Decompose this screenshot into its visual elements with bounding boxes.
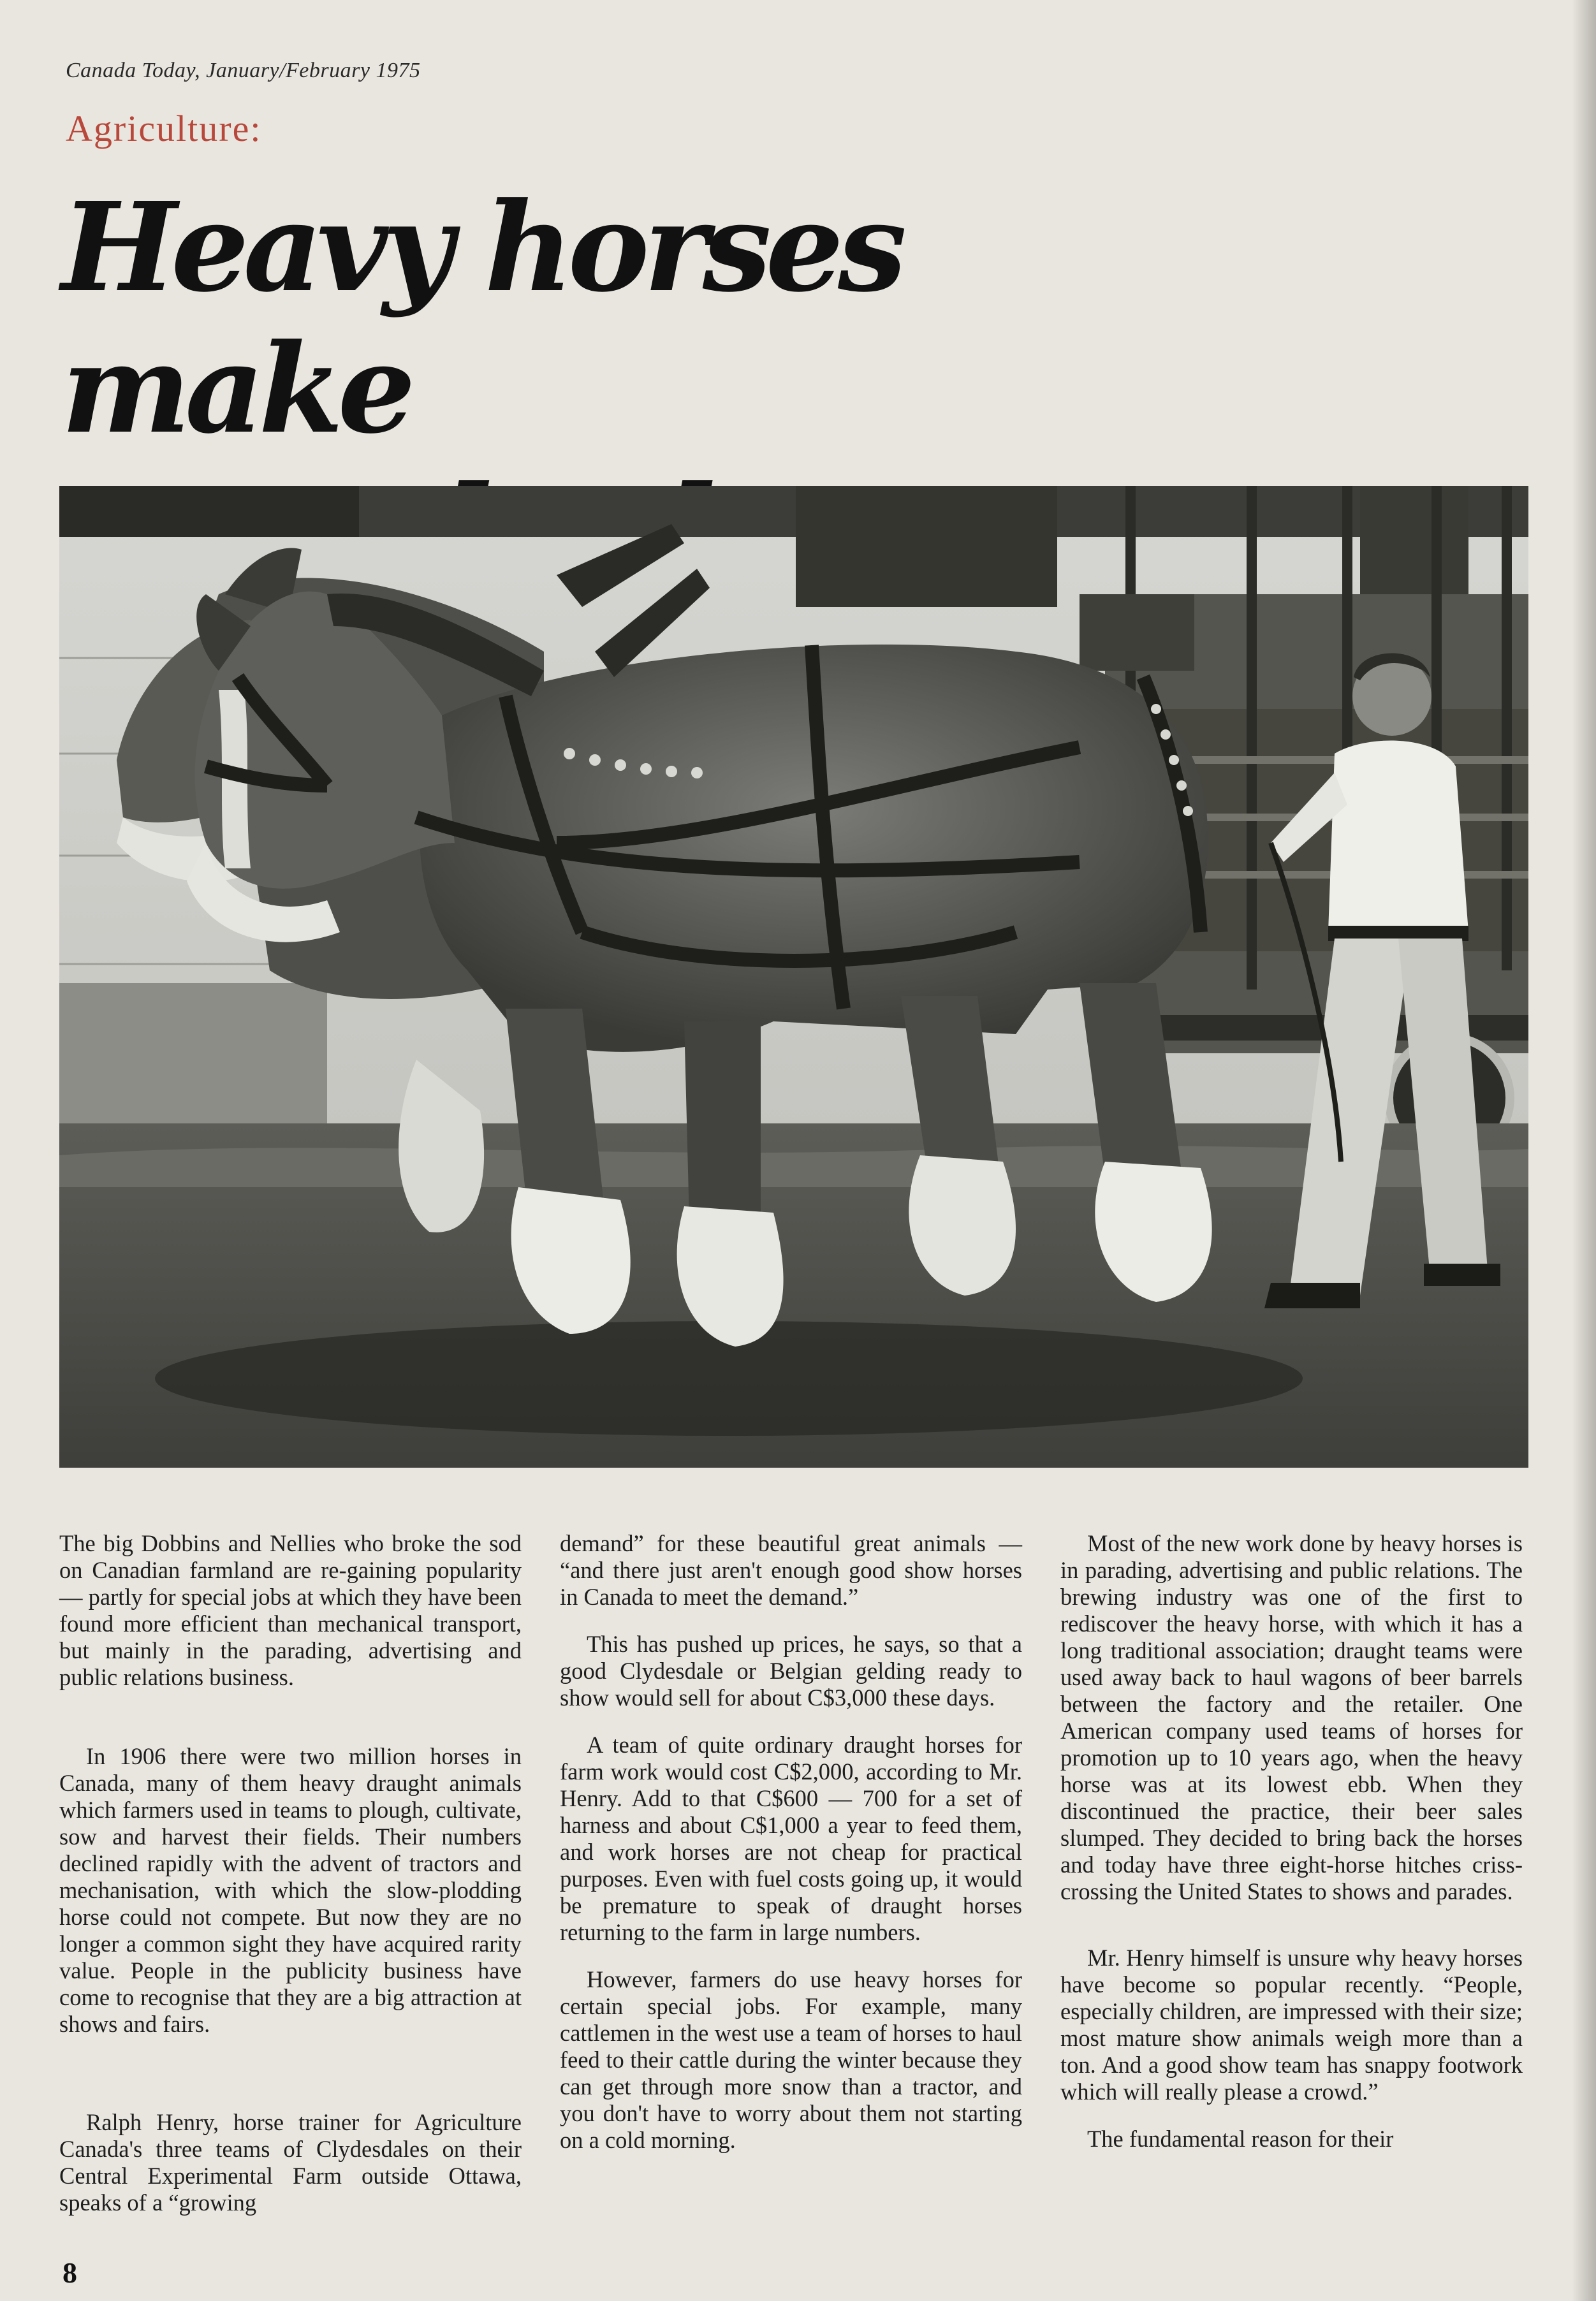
paragraph: The big Dobbins and Nellies who broke the sod on Canadian farmland are re-gaining popularity — partly for special jobs at which they have been found more efficient than mechanical transport, but mainly in the parading, advertising and public relations business. [59,1530,522,1690]
article-column-3 [1060,1530,1523,2152]
paragraph: The fundamental reason for their [1087,2126,1394,2152]
page-number: 8 [62,2256,77,2289]
paragraph: Ralph Henry, horse trainer for Agriculture Canada's three teams of Clydesdales on their Central Experimental Farm outside Ottawa, speaks of a “growing [59,2109,522,2216]
headline-line-1: Heavy horses make [61,176,902,461]
article-column-1 [59,1530,522,2216]
paragraph: However, farmers do use heavy horses for certain special jobs. For example, many cattlemen in the west use a team of horses to haul feed to their cattle during the winter because they can get through more snow than a tractor, and you don't have to worry about them not starting on a cold morning. [560,1966,1022,2153]
paragraph: Most of the new work done by heavy horses is in parading, advertising and public relations. The brewing industry was one of the first to rediscover the heavy horse, with which it has a long traditional association; draught teams were used away back to haul wagons of beer barrels between the factory and the retailer. One American company used teams of horses for promotion up to 10 years ago, when the heavy horse was at its lowest ebb. When they discontinued the practice, their beer sales slumped. They decided to bring back the horses and today have three eight-horse hitches criss-crossing the United States to shows and parades. [1060,1530,1523,1904]
photo-illustration [59,486,1528,1468]
paragraph: A team of quite ordinary draught horses for farm work would cost C$2,000, according to Mr. Henry. Add to that C$600 — 700 for a set of harness and about C$1,000 a year to feed them, and work horses are not cheap for practical purposes. Even with fuel costs going up, it would be premature to speak of draught horses returning to the farm in large numbers. [560,1732,1022,1945]
paragraph: This has pushed up prices, he says, so that a good Clydesdale or Belgian gelding ready to show would sell for about C$3,000 these days. [560,1631,1022,1711]
paragraph: demand” for these beautiful great animals — “and there just aren't enough good show horses in Canada to meet the demand.” [560,1530,1022,1610]
clydesdale-team-photo [59,486,1528,1468]
article-column-2 [560,1530,1022,2154]
page-gutter-shadow [1572,0,1596,2301]
section-label: Agriculture: [66,108,262,149]
paragraph: Mr. Henry himself is unsure why heavy horses have become so popular recently. “People, especially children, are impressed with their size; most mature show animals weigh more than a ton. And a good show team has snappy footwork which will really please a crowd.” [1060,1945,1523,2105]
paragraph: In 1906 there were two million horses in Canada, many of them heavy draught animals which farmers used in teams to plough, cultivate, sow and harvest their fields. Their numbers declined rapidly with the advent of tractors and mechanisation, with which the slow-plodding horse could not compete. But now they are no longer a common sight they have acquired rarity value. People in the publicity business have come to recognise that they are a big attraction at shows and fairs. [59,1743,522,2037]
running-head: Canada Today, January/February 1975 [66,59,421,82]
